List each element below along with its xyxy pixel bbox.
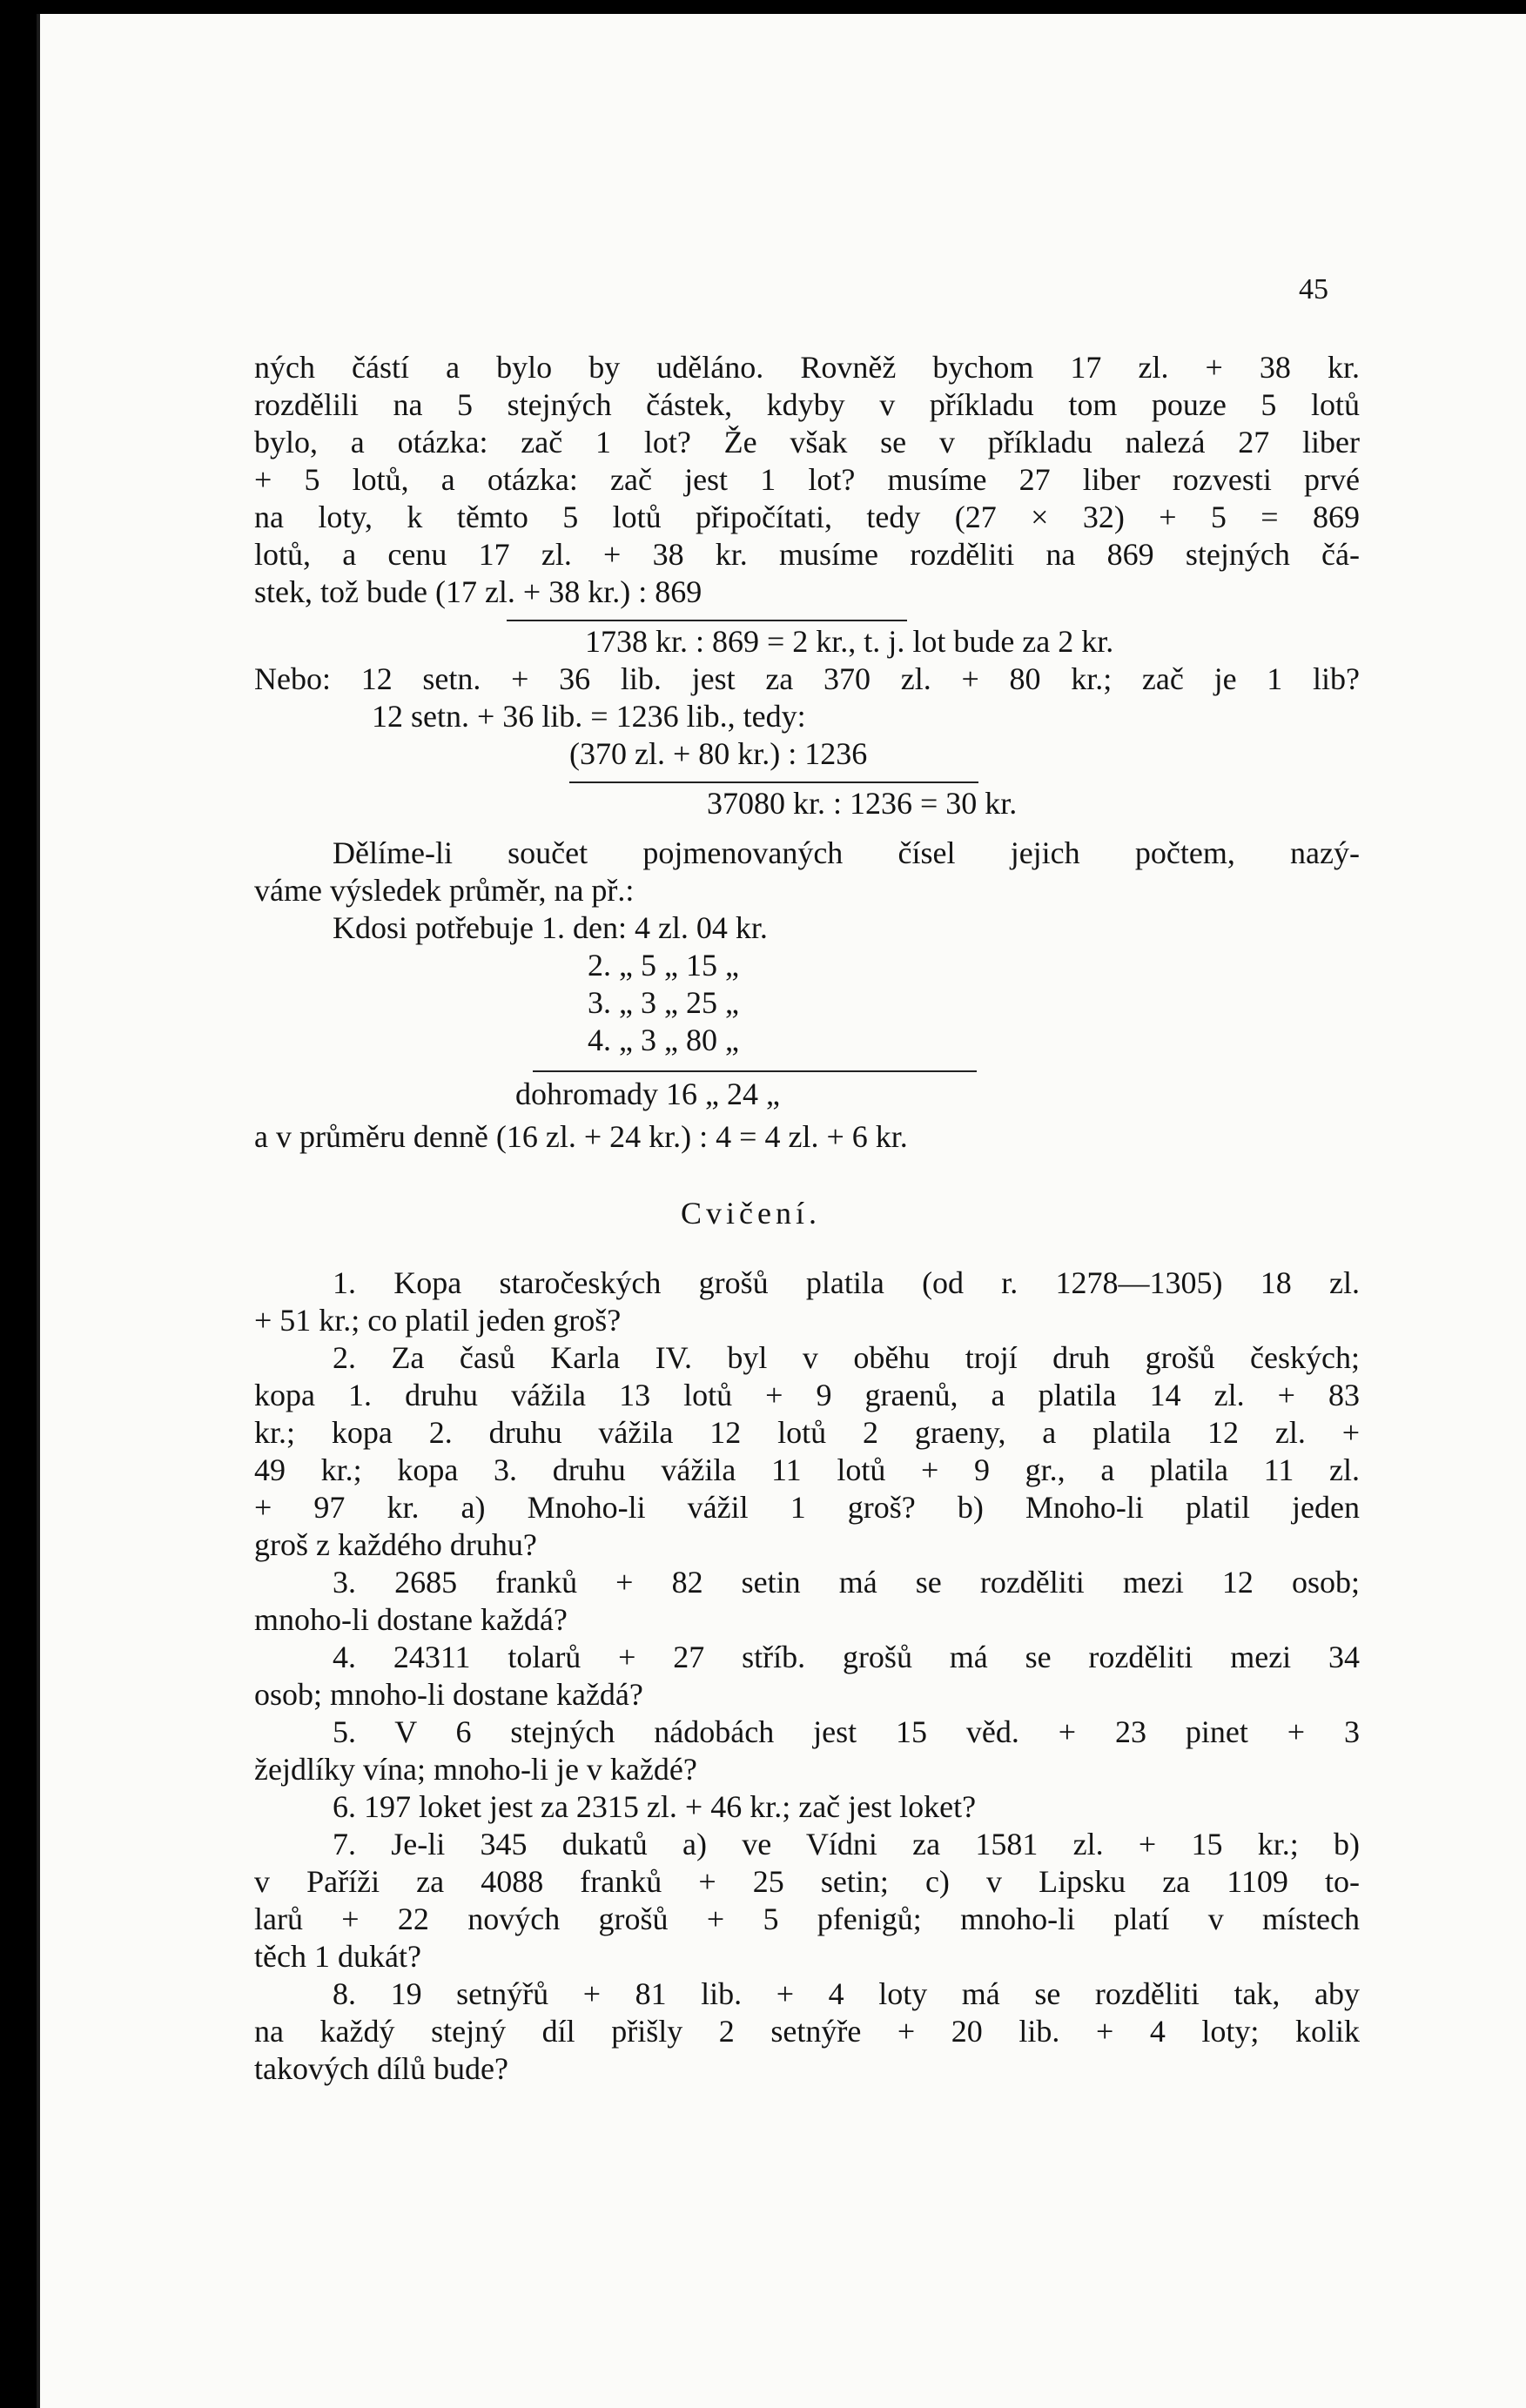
- example-intro: Kdosi potřebuje 1. den: 4 zl. 04 kr.: [333, 910, 768, 945]
- exercise-line: takových dílů bude?: [254, 2051, 508, 2086]
- text-line: na loty, k těmto 5 lotů připočítati, tedy (27 × 32) + 5 = 869: [254, 500, 1360, 534]
- exercise-line: 6. 197 loket jest za 2315 zl. + 46 kr.; zač jest loket?: [333, 1789, 977, 1824]
- section-title: Cvičení.: [681, 1196, 821, 1231]
- book-page: [37, 14, 1526, 2408]
- exercise-line: na každý stejný díl přišly 2 setnýře + 20 lib. + 4 loty; kolik: [254, 2014, 1360, 2049]
- calc-result: 37080 kr. : 1236 = 30 kr.: [707, 786, 1018, 821]
- exercise-line: 3. 2685 franků + 82 setin má se rozděliti mezi 12 osob;: [333, 1565, 1360, 1600]
- text-line: ných částí a bylo by uděláno. Rovněž bychom 17 zl. + 38 kr.: [254, 350, 1360, 385]
- example-total: dohromady 16 „ 24 „: [515, 1077, 780, 1111]
- exercise-line: 7. Je-li 345 dukatů a) ve Vídni za 1581 zl. + 15 kr.; b): [333, 1827, 1360, 1861]
- text-line: stek, tož bude (17 zl. + 38 kr.) : 869: [254, 574, 702, 609]
- exercise-line: kopa 1. druhu vážila 13 lotů + 9 graenů, a platila 14 zl. + 83: [254, 1378, 1360, 1412]
- exercise-line: 1. Kopa staročeských grošů platila (od r. 1278—1305) 18 zl.: [333, 1265, 1360, 1300]
- division-rule: [569, 781, 978, 783]
- exercise-line: + 51 kr.; co platil jeden groš?: [254, 1303, 622, 1338]
- exercise-line: těch 1 dukát?: [254, 1939, 421, 1974]
- exercise-line: 49 kr.; kopa 3. druhu vážila 11 lotů + 9 gr., a platila 11 zl.: [254, 1452, 1360, 1487]
- exercise-line: + 97 kr. a) Mnoho-li vážil 1 groš? b) Mnoho-li platil jeden: [254, 1490, 1360, 1525]
- exercise-line: žejdlíky vína; mnoho-li je v každé?: [254, 1752, 697, 1787]
- text-line: bylo, a otázka: zač 1 lot? Že však se v příkladu nalezá 27 liber: [254, 425, 1360, 459]
- division-rule: [507, 620, 907, 621]
- text-line: Dělíme-li součet pojmenovaných čísel jejich počtem, nazý-: [333, 835, 1360, 870]
- exercise-line: mnoho-li dostane každá?: [254, 1602, 568, 1637]
- example-row: 3. „ 3 „ 25 „: [588, 985, 739, 1020]
- exercise-line: 4. 24311 tolarů + 27 stříb. grošů má se rozděliti mezi 34: [333, 1640, 1360, 1674]
- text-line: lotů, a cenu 17 zl. + 38 kr. musíme rozděliti na 869 stejných čá-: [254, 537, 1360, 572]
- sum-rule: [533, 1070, 977, 1072]
- example-row: 4. „ 3 „ 80 „: [588, 1023, 739, 1057]
- page-number: 45: [1299, 273, 1328, 305]
- exercise-line: osob; mnoho-li dostane každá?: [254, 1677, 643, 1712]
- text-line: + 5 lotů, a otázka: zač jest 1 lot? musíme 27 liber rozvesti prvé: [254, 462, 1360, 497]
- exercise-line: 2. Za časů Karla IV. byl v oběhu trojí druh grošů českých;: [333, 1340, 1360, 1375]
- exercise-line: 8. 19 setnýřů + 81 lib. + 4 loty má se rozděliti tak, aby: [333, 1976, 1360, 2011]
- text-line: váme výsledek průměr, na př.:: [254, 873, 635, 908]
- exercise-line: v Paříži za 4088 franků + 25 setin; c) v Lipsku za 1109 to-: [254, 1864, 1360, 1899]
- example-row: 2. „ 5 „ 15 „: [588, 948, 739, 983]
- exercise-line: larů + 22 nových grošů + 5 pfenigů; mnoho-li platí v místech: [254, 1902, 1360, 1936]
- exercise-line: groš z každého druhu?: [254, 1527, 537, 1562]
- text-line: rozdělili na 5 stejných částek, kdyby v příkladu tom pouze 5 lotů: [254, 387, 1360, 422]
- page-content: [37, 14, 1526, 2408]
- example-result: a v průměru denně (16 zl. + 24 kr.) : 4 = 4 zl. + 6 kr.: [254, 1119, 908, 1154]
- exercise-line: 5. V 6 stejných nádobách jest 15 věd. + 23 pinet + 3: [333, 1714, 1360, 1749]
- text-line: 12 setn. + 36 lib. = 1236 lib., tedy:: [372, 699, 806, 734]
- calc-result: 1738 kr. : 869 = 2 kr., t. j. lot bude za 2 kr.: [585, 624, 1114, 659]
- exercise-line: kr.; kopa 2. druhu vážila 12 lotů 2 graeny, a platila 12 zl. +: [254, 1415, 1360, 1450]
- text-line: Nebo: 12 setn. + 36 lib. jest za 370 zl. + 80 kr.; zač je 1 lib?: [254, 661, 1360, 696]
- calc-line: (370 zl. + 80 kr.) : 1236: [569, 736, 868, 771]
